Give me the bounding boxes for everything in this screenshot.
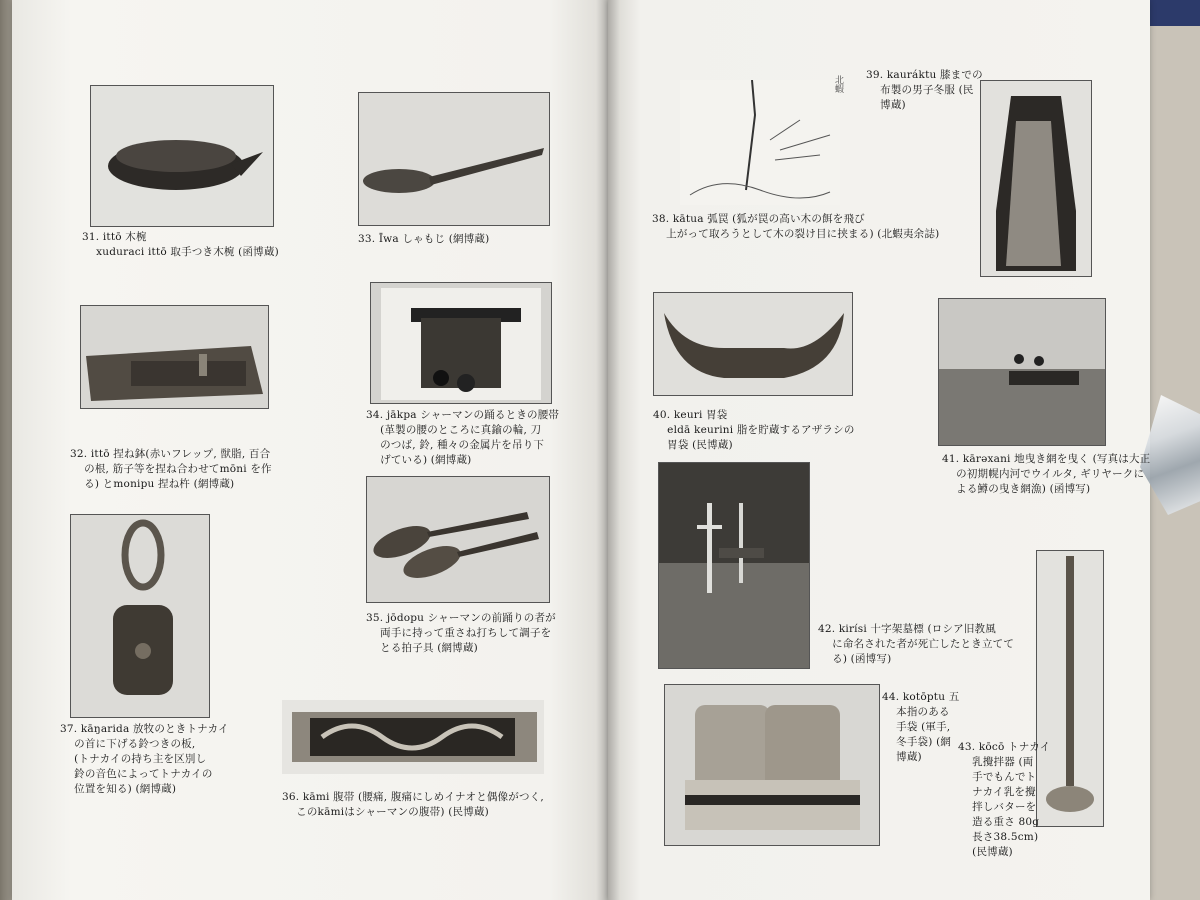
caption-41: 41. kārəxani 地曳き網を曳く (写真は大正 の初期幌内河でウイルタ, ギリヤークに よる鱒の曳き網漁) (函博写) (942, 453, 1151, 495)
illustration-38-fox-trap (680, 80, 840, 205)
caption-33: 33. Īwa しゃもじ (網博蔵) (358, 233, 490, 245)
caption-31: 31. ittō 木椀 xuduraci ittō 取手つき木椀 (函博蔵) (82, 231, 279, 258)
photo-42-cross-grave (658, 462, 810, 669)
caption-34: 34. jākpa シャーマンの踊るときの腰帯 (革製の腰のところに真鍮の輪, 刀 のつば, 鈴, 種々の金属片を吊り下 げている) (網博蔵) (366, 409, 560, 466)
caption-42: 42. kirísi 十字架墓標 (ロシア旧教風 に命名された者が死亡したとき立てて る) (函博写) (818, 623, 1015, 665)
photo-32-kneading-trough (80, 305, 269, 409)
photo-33-spoon (358, 92, 550, 226)
photo-37-bell-board (70, 514, 210, 718)
caption-35: 35. jōdopu シャーマンの前踊りの者が 両手に持って重さね打ちして調子を とる拍子具 (網博蔵) (366, 612, 556, 654)
book-gutter (596, 0, 620, 900)
illustration-stamp: 北蝦 (833, 75, 843, 93)
caption-32: 32. ittō 捏ね鉢(赤いフレップ, 獣脂, 百合 の根, 筋子等を捏ね合わせてmōni を作 る) とmonipu 捏ね杵 (網博蔵) (70, 448, 272, 490)
caption-39: 39. kauráktu 膝までの 布製の男子冬服 (民 博蔵) (866, 69, 983, 111)
caption-36: 36. kāmi 腹帯 (腰痛, 腹痛にしめイナオと偶像がつく, このkāmiはシャーマンの腹帯) (民博蔵) (282, 791, 544, 818)
photo-40-stomach-bag (653, 292, 853, 396)
caption-40: 40. keuri 胃袋 eldā keurini 脂を貯蔵するアザラシの 胃袋 (民博蔵) (653, 409, 855, 451)
photo-34-shaman-belt (370, 282, 552, 404)
caption-37: 37. kāŋarida 放牧のときトナカイ の首に下げる鈴つきの板, (トナカイの持ち主を区別し 鈴の音色によってトナカイの 位置を知る) (網博蔵) (60, 723, 229, 795)
caption-44: 44. kotōptu 五 本指のある 手袋 (軍手, 冬手袋) (網 博蔵) (882, 691, 960, 763)
photo-41-net-fishing (938, 298, 1106, 446)
caption-38: 38. kātua 弧罠 (狐が罠の高い木の餌を飛び 上がって取ろうとして木の裂け目に挟まる) (北蝦夷余誌) (652, 213, 940, 240)
photo-36-belly-band (282, 700, 544, 774)
photo-39-winter-coat (980, 80, 1092, 277)
photo-35-clappers (366, 476, 550, 603)
photo-44-gloves (664, 684, 880, 846)
photo-31-wooden-bowl (90, 85, 274, 227)
caption-43: 43. kōcō トナカイ 乳攪拌器 (両 手でもんでト ナカイ乳を攪 拌しバターを 造る重さ 80g 長さ38.5cm) (民博蔵) (958, 741, 1051, 858)
